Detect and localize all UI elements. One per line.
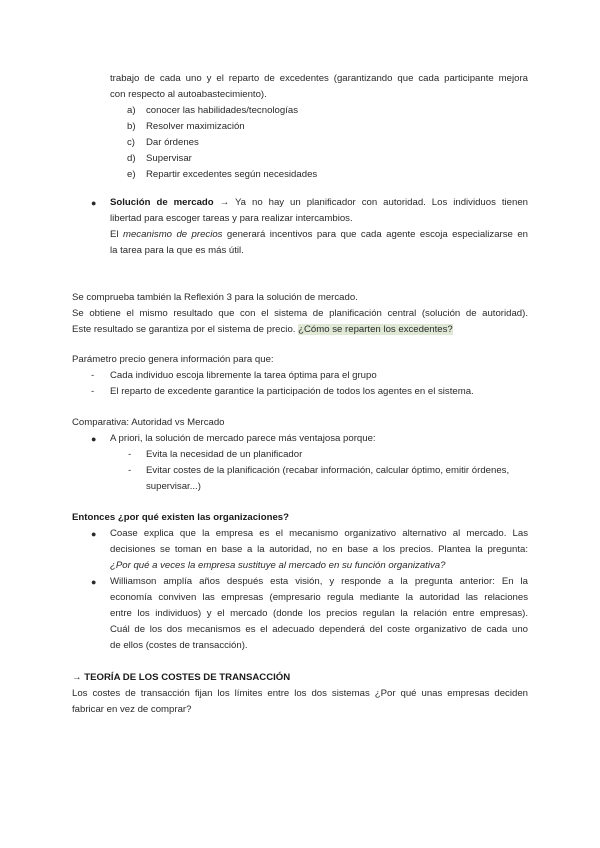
williamson-line-2: economía conviven las empresas (empresario regula mediante la autoridad las relaciones [110,592,528,603]
step-letter: a) [127,105,136,116]
market-line-3-pre: El [110,229,123,240]
teoria-line-2: fabricar en vez de comprar? [72,704,192,715]
teoria-line-1: Los costes de transacción fijan los límites entre los dos sistemas ¿Por qué unas empresas deciden [72,688,528,699]
dash-marker: - [128,449,132,460]
step-text: conocer las habilidades/tecnologías [146,105,299,116]
reflexion-line-3 [72,324,453,336]
entonces-heading [72,512,289,524]
comparativa-sub-2-line-2: supervisar...) [146,481,201,492]
coase-line-1: Coase explica que la empresa es el mecanismo organizativo alternativo al mercado. Las [110,528,528,539]
teoria-heading [72,672,290,684]
parametro-title: Parámetro precio genera información para que: [72,354,274,365]
step-text: Repartir excedentes según necesidades [146,169,318,180]
step-letter: b) [127,121,136,132]
step-text: Resolver maximización [146,121,245,132]
bullet-icon: ● [91,529,97,539]
bullet-icon: ● [91,577,97,587]
coase-question: ¿Por qué a veces la empresa sustituye al mercado en su función organizativa? [110,560,446,571]
williamson-line-4: Cuál de los dos mecanismos es el adecuado dependerá del coste organizativo de cada uno [110,624,528,635]
step-letter: e) [127,169,136,180]
market-line-3-post: generará incentivos para que cada agente escoja especializarse en [222,229,528,240]
highlighted-question: ¿Cómo se reparten los excedentes? [298,324,453,335]
bullet-icon: ● [91,198,97,208]
entonces-title: Entonces ¿por qué existen las organizaciones? [72,512,289,523]
williamson-line-3: entre los individuos) y el mercado (donde los precios regulan la relación entre empresas). [110,608,528,619]
reflexion-line-1: Se comprueba también la Reflexión 3 para la solución de mercado. [72,292,358,303]
intro-line-1: trabajo de cada uno y el reparto de excedentes (garantizando que cada participante mejora [110,73,528,84]
dash-marker: - [91,386,95,397]
market-line-1 [110,197,528,209]
intro-line-2: con respecto al autoabastecimiento). [110,89,267,100]
step-text: Dar órdenes [146,137,199,148]
reflexion-line-3-text: Este resultado se garantiza por el sistema de precio. [72,324,296,335]
comparativa-title: Comparativa: Autoridad vs Mercado [72,417,225,428]
market-title: Solución de mercado [110,197,214,208]
williamson-line-1: Williamson amplía años después esta visión, y responde a la pregunta anterior: En la [110,576,528,587]
parametro-item: Cada individuo escoja libremente la tarea óptima para el grupo [110,370,377,381]
dash-marker: - [91,370,95,381]
market-line-1-text: → Ya no hay un planificador con autoridad. Los individuos tienen [213,197,528,208]
williamson-line-5: de ellos (costes de transacción). [110,640,248,651]
market-line-3 [110,229,528,241]
coase-line-3 [110,560,445,572]
market-line-4: la tarea para la que es más útil. [110,245,244,256]
comparativa-sub-1: Evita la necesidad de un planificador [146,449,303,460]
step-letter: d) [127,153,136,164]
dash-marker: - [128,465,132,476]
comparativa-bullet: A priori, la solución de mercado parece más ventajosa porque: [110,433,376,444]
market-line-2: libertad para escoger tareas y para realizar intercambios. [110,213,353,224]
step-text: Supervisar [146,153,192,164]
market-line-3-italic: mecanismo de precios [122,229,223,240]
comparativa-sub-2-line-1: Evitar costes de la planificación (recabar información, calcular óptimo, emitir órdenes, [146,465,510,476]
step-letter: c) [127,137,135,148]
teoria-title: → TEORÍA DE LOS COSTES DE TRANSACCIÓN [72,672,291,683]
bullet-icon: ● [91,434,97,444]
coase-line-2: decisiones se toman en base a la autoridad, no en base a los precios. Plantea la pregunta: [110,544,528,555]
reflexion-line-2: Se obtiene el mismo resultado que con el sistema de planificación central (solución de autoridad). [72,308,528,319]
parametro-item: El reparto de excedente garantice la participación de todos los agentes en el sistema. [110,386,474,397]
